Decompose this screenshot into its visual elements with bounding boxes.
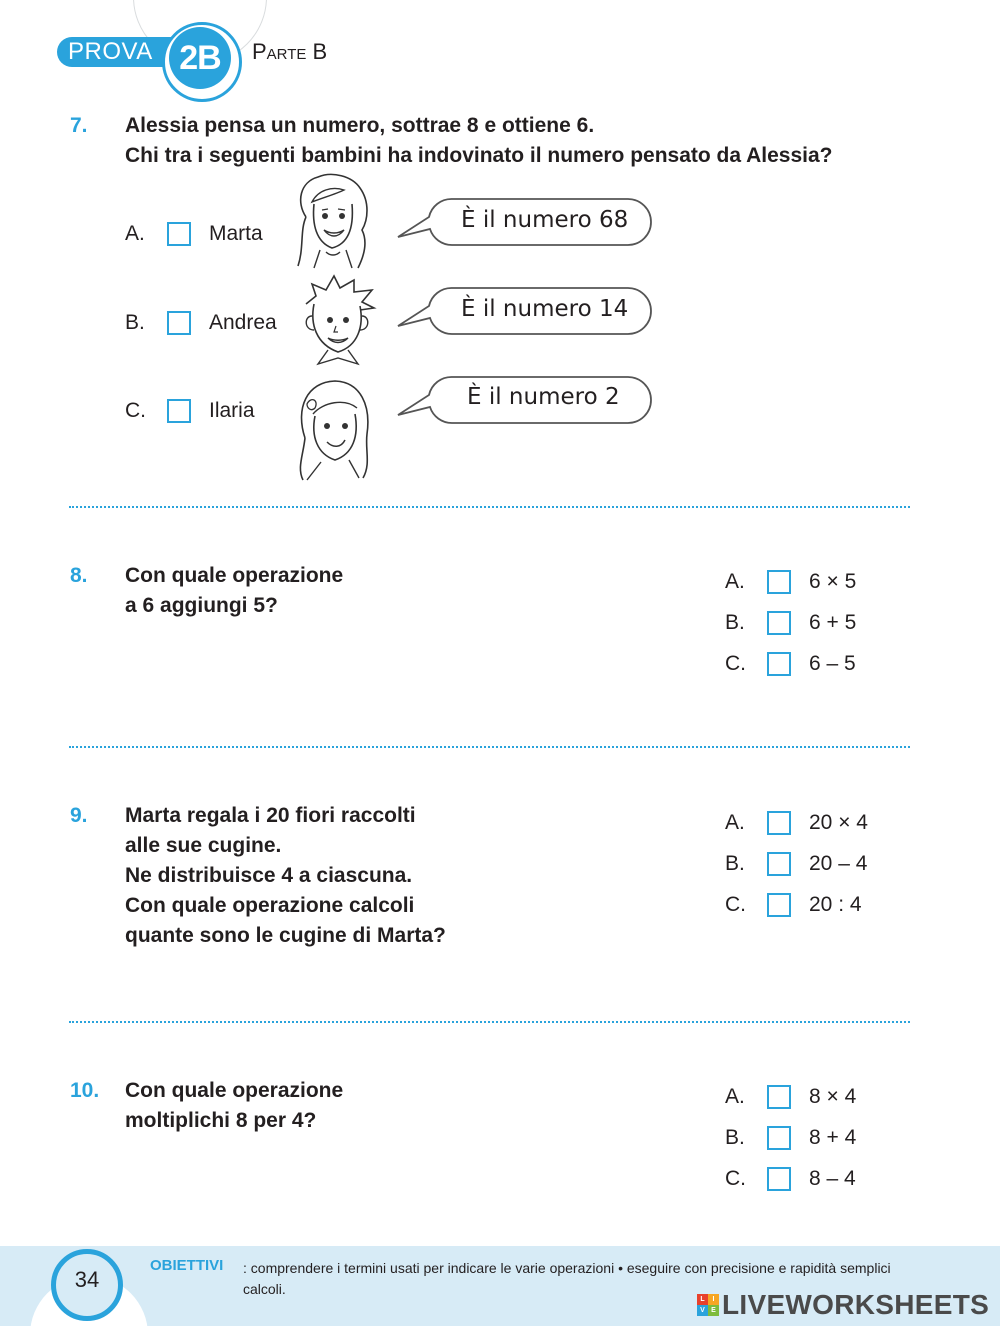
section-divider — [69, 506, 910, 508]
option-letter: B. — [725, 1126, 745, 1149]
question-number: 10. — [70, 1079, 100, 1102]
question-text-line: Ne distribuisce 4 a ciascuna. — [125, 864, 413, 887]
option-text: 20 × 4 — [809, 811, 868, 834]
speech-text: È il numero 2 — [467, 384, 620, 410]
answer-checkbox[interactable] — [767, 893, 791, 917]
answer-checkbox[interactable] — [767, 652, 791, 676]
option-letter: B. — [725, 852, 745, 875]
question-text-line: Con quale operazione — [125, 564, 344, 587]
option-letter: C. — [125, 399, 146, 422]
answer-checkbox[interactable] — [767, 852, 791, 876]
option-text: 20 : 4 — [809, 893, 862, 916]
option-letter: A. — [725, 570, 745, 593]
option-letter: A. — [125, 222, 145, 245]
logo-letter: I — [708, 1294, 719, 1305]
question-text-line: a 6 aggiungi 5? — [125, 594, 278, 617]
objectives-label: OBIETTIVI — [150, 1257, 224, 1274]
option-text: 6 + 5 — [809, 611, 857, 634]
boy-face-icon — [298, 274, 380, 372]
test-badge: 2B — [169, 27, 231, 89]
option-letter: C. — [725, 652, 746, 675]
option-text: 8 + 4 — [809, 1126, 857, 1149]
option-text: 8 – 4 — [809, 1167, 856, 1190]
answer-checkbox[interactable] — [767, 1085, 791, 1109]
option-text: 8 × 4 — [809, 1085, 857, 1108]
brand-name: LIVEWORKSHEETS — [722, 1289, 990, 1320]
question-text-line: moltiplichi 8 per 4? — [125, 1109, 317, 1132]
question-text-line: alle sue cugine. — [125, 834, 282, 857]
page-number: 34 — [74, 1267, 100, 1292]
answer-checkbox[interactable] — [767, 1167, 791, 1191]
option-name: Ilaria — [209, 399, 255, 422]
option-name: Andrea — [209, 311, 277, 334]
option-letter: A. — [725, 811, 745, 834]
question-text-line: Marta regala i 20 fiori raccolti — [125, 804, 416, 827]
liveworksheets-icon — [697, 1294, 719, 1316]
question-number: 9. — [70, 804, 88, 827]
objectives-text: : comprendere i termini usati per indicare le varie operazioni • eseguire con precisione e rapidità semplici calcoli. — [243, 1260, 891, 1297]
question-number: 8. — [70, 564, 88, 587]
answer-checkbox[interactable] — [767, 570, 791, 594]
girl-long-hair-face-icon — [293, 378, 375, 484]
speech-text: È il numero 68 — [461, 207, 629, 233]
question-text-line: Alessia pensa un numero, sottrae 8 e ottiene 6. — [125, 114, 595, 137]
logo-letter: L — [697, 1294, 708, 1305]
section-divider — [69, 1021, 910, 1023]
answer-checkbox[interactable] — [167, 222, 191, 246]
answer-checkbox[interactable] — [767, 1126, 791, 1150]
option-name: Marta — [209, 222, 263, 245]
question-text-line: quante sono le cugine di Marta? — [125, 924, 446, 947]
answer-checkbox[interactable] — [167, 311, 191, 335]
logo-letter: E — [708, 1305, 719, 1316]
option-letter: B. — [725, 611, 745, 634]
question-number: 7. — [70, 114, 88, 137]
logo-letter: V — [697, 1305, 708, 1316]
prova-label: PROVA — [68, 38, 153, 65]
question-text-line: Con quale operazione — [125, 1079, 344, 1102]
girl-curly-hair-face-icon — [292, 172, 374, 270]
option-text: 6 × 5 — [809, 570, 857, 593]
option-letter: B. — [125, 311, 145, 334]
question-text-line: Con quale operazione calcoli — [125, 894, 415, 917]
option-letter: A. — [725, 1085, 745, 1108]
question-text-line: Chi tra i seguenti bambini ha indovinato il numero pensato da Alessia? — [125, 144, 833, 167]
option-text: 20 – 4 — [809, 852, 868, 875]
section-divider — [69, 746, 910, 748]
answer-checkbox[interactable] — [167, 399, 191, 423]
option-letter: C. — [725, 893, 746, 916]
answer-checkbox[interactable] — [767, 611, 791, 635]
option-text: 6 – 5 — [809, 652, 856, 675]
liveworksheets-logo[interactable] — [697, 1289, 989, 1321]
option-letter: C. — [725, 1167, 746, 1190]
section-title: Parte B — [252, 39, 328, 64]
answer-checkbox[interactable] — [767, 811, 791, 835]
speech-text: È il numero 14 — [461, 296, 629, 322]
